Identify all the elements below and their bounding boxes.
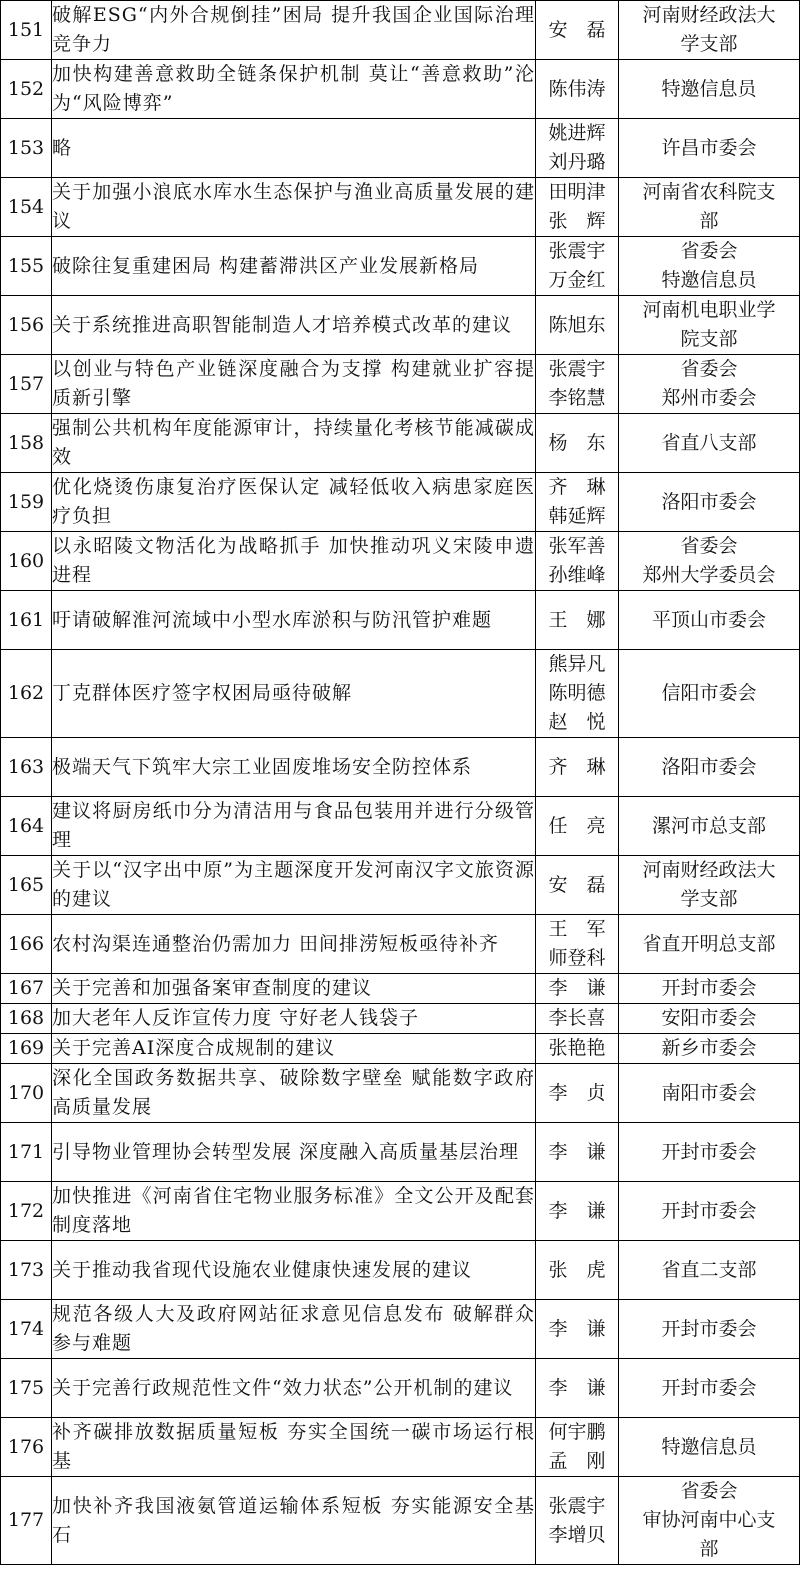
unit-line: 开封市委会: [661, 1140, 757, 1163]
proposal-title: 强制公共机构年度能源审计，持续量化考核节能减碳成效: [52, 414, 536, 473]
author-name: 李铭慧: [548, 387, 606, 409]
proposal-unit: [619, 355, 800, 414]
proposal-authors: [536, 591, 619, 650]
row-number: 171: [1, 1123, 52, 1182]
author-name: 李长喜: [548, 1007, 606, 1029]
proposal-unit: [619, 915, 800, 974]
proposal-unit: [619, 650, 800, 738]
author-name: 齐 琳: [548, 755, 606, 778]
proposal-authors: [536, 1300, 619, 1359]
unit-line: 特邀信息员: [661, 269, 757, 291]
author-name: 任 亮: [548, 814, 606, 837]
table-row: [1, 1004, 800, 1034]
author-name: 姚进辉: [548, 122, 606, 144]
table-row: [1, 1182, 800, 1241]
row-number: 166: [1, 915, 52, 974]
author-name: 安 磊: [548, 18, 606, 41]
author-name: 陈旭东: [548, 313, 606, 336]
proposal-authors: [536, 1064, 619, 1123]
author-name: 刘丹璐: [548, 151, 606, 173]
proposal-unit: [619, 414, 800, 473]
unit-line: 部: [699, 1538, 719, 1560]
author-name: 万金红: [548, 269, 606, 291]
proposal-authors: [536, 1182, 619, 1241]
author-name: 李 谦: [548, 1199, 606, 1222]
proposal-unit: [619, 1241, 800, 1300]
table-row: [1, 797, 800, 856]
unit-line: 开封市委会: [661, 1376, 757, 1399]
proposal-authors: [536, 237, 619, 296]
proposal-unit: [619, 1034, 800, 1064]
proposal-title: 农村沟渠连通整治仍需加力 田间排涝短板亟待补齐: [52, 915, 536, 974]
row-number: 160: [1, 532, 52, 591]
unit-line: 院支部: [680, 328, 738, 350]
table-row: [1, 915, 800, 974]
author-name: 张震宇: [548, 1494, 606, 1517]
row-number: 168: [1, 1004, 52, 1034]
table-row: [1, 650, 800, 738]
author-name: 田明津: [548, 181, 606, 203]
proposal-title: 规范各级人大及政府网站征求意见信息发布 破解群众参与难题: [52, 1300, 536, 1359]
proposal-unit: [619, 1359, 800, 1418]
row-number: 162: [1, 650, 52, 738]
proposal-authors: [536, 1123, 619, 1182]
row-number: 173: [1, 1241, 52, 1300]
author-name: 李 贞: [548, 1081, 606, 1104]
row-number: 170: [1, 1064, 52, 1123]
unit-line: 新乡市委会: [661, 1037, 757, 1059]
proposal-authors: [536, 1, 619, 60]
proposal-unit: [619, 738, 800, 797]
proposal-unit: [619, 974, 800, 1004]
author-name: 李 谦: [548, 1376, 606, 1399]
row-number: 158: [1, 414, 52, 473]
row-number: 151: [1, 1, 52, 60]
proposal-title: 吁请破解淮河流域中小型水库淤积与防汛管护难题: [52, 591, 536, 650]
table-row: [1, 1, 800, 60]
proposal-title: 补齐碳排放数据质量短板 夯实全国统一碳市场运行根基: [52, 1418, 536, 1477]
unit-line: 省委会: [680, 535, 738, 557]
proposal-unit: [619, 797, 800, 856]
table-row: [1, 473, 800, 532]
proposal-authors: [536, 1359, 619, 1418]
row-number: 153: [1, 119, 52, 178]
proposal-authors: [536, 650, 619, 738]
table-row: [1, 355, 800, 414]
proposal-table-body: [1, 1, 800, 1565]
unit-line: 特邀信息员: [661, 77, 757, 100]
proposal-authors: [536, 355, 619, 414]
author-name: 张艳艳: [548, 1037, 606, 1059]
proposal-authors: [536, 1418, 619, 1477]
unit-line: 信阳市委会: [661, 682, 757, 704]
proposal-authors: [536, 1477, 619, 1565]
proposal-unit: [619, 237, 800, 296]
proposal-title: 加快构建善意救助全链条保护机制 莫让“善意救助”沦为“风险博弈”: [52, 60, 536, 119]
table-row: [1, 1241, 800, 1300]
author-name: 李 谦: [548, 1317, 606, 1340]
unit-line: 省直二支部: [661, 1258, 757, 1281]
table-row: [1, 1123, 800, 1182]
unit-line: 学支部: [680, 888, 738, 910]
table-row: [1, 1064, 800, 1123]
row-number: 172: [1, 1182, 52, 1241]
unit-line: 省委会: [680, 1480, 738, 1502]
unit-line: 审协河南中心支: [642, 1509, 776, 1531]
proposal-title: 关于完善和加强备案审查制度的建议: [52, 974, 536, 1004]
table-row: [1, 414, 800, 473]
proposal-unit: [619, 1418, 800, 1477]
unit-line: 郑州大学委员会: [642, 564, 776, 586]
row-number: 157: [1, 355, 52, 414]
proposal-title: 加大老年人反诈宣传力度 守好老人钱袋子: [52, 1004, 536, 1034]
author-name: 张 辉: [548, 210, 606, 232]
proposal-authors: [536, 797, 619, 856]
unit-line: 洛阳市委会: [661, 490, 757, 513]
unit-line: 河南财经政法大: [642, 4, 776, 26]
row-number: 176: [1, 1418, 52, 1477]
author-name: 杨 东: [548, 431, 606, 454]
author-name: 孙维峰: [548, 564, 606, 586]
unit-line: 河南省农科院支: [642, 181, 776, 203]
proposal-authors: [536, 738, 619, 797]
proposal-title: 引导物业管理协会转型发展 深度融入高质量基层治理: [52, 1123, 536, 1182]
table-row: [1, 974, 800, 1004]
author-name: 韩延辉: [548, 505, 606, 527]
row-number: 154: [1, 178, 52, 237]
proposal-unit: [619, 296, 800, 355]
proposal-authors: [536, 60, 619, 119]
proposal-unit: [619, 1123, 800, 1182]
row-number: 174: [1, 1300, 52, 1359]
proposal-unit: [619, 473, 800, 532]
row-number: 169: [1, 1034, 52, 1064]
author-name: 张震宇: [548, 240, 606, 262]
proposal-title: 极端天气下筑牢大宗工业固废堆场安全防控体系: [52, 738, 536, 797]
row-number: 161: [1, 591, 52, 650]
proposal-authors: [536, 1241, 619, 1300]
proposal-title: 关于推动我省现代设施农业健康快速发展的建议: [52, 1241, 536, 1300]
table-row: [1, 532, 800, 591]
proposal-title: 加快推进《河南省住宅物业服务标准》全文公开及配套制度落地: [52, 1182, 536, 1241]
author-name: 熊异凡: [548, 653, 606, 675]
table-row: [1, 1300, 800, 1359]
proposal-authors: [536, 1004, 619, 1034]
unit-line: 开封市委会: [661, 977, 757, 999]
author-name: 师登科: [548, 947, 606, 969]
proposal-authors: [536, 974, 619, 1004]
table-row: [1, 1359, 800, 1418]
row-number: 167: [1, 974, 52, 1004]
unit-line: 省直开明总支部: [642, 932, 776, 955]
author-name: 安 磊: [548, 873, 606, 896]
proposal-authors: [536, 532, 619, 591]
proposal-title: 破解ESG“内外合规倒挂”困局 提升我国企业国际治理竞争力: [52, 1, 536, 60]
unit-line: 省直八支部: [661, 431, 757, 454]
proposal-unit: [619, 1300, 800, 1359]
author-name: 何宇鹏: [548, 1421, 606, 1443]
proposal-title: 以创业与特色产业链深度融合为支撑 构建就业扩容提质新引擎: [52, 355, 536, 414]
proposal-authors: [536, 119, 619, 178]
unit-line: 学支部: [680, 33, 738, 55]
unit-line: 河南财经政法大: [642, 859, 776, 881]
proposal-unit: [619, 60, 800, 119]
unit-line: 郑州市委会: [661, 387, 757, 409]
proposal-unit: [619, 532, 800, 591]
proposal-title: 优化烧烫伤康复治疗医保认定 减轻低收入病患家庭医疗负担: [52, 473, 536, 532]
proposal-unit: [619, 1064, 800, 1123]
author-name: 王 军: [548, 918, 606, 940]
proposal-authors: [536, 473, 619, 532]
author-name: 齐 琳: [548, 476, 606, 498]
table-row: [1, 1418, 800, 1477]
proposal-unit: [619, 1182, 800, 1241]
proposal-unit: [619, 119, 800, 178]
row-number: 156: [1, 296, 52, 355]
proposal-unit: [619, 856, 800, 915]
row-number: 165: [1, 856, 52, 915]
author-name: 李增贝: [548, 1523, 606, 1546]
proposal-unit: [619, 178, 800, 237]
row-number: 175: [1, 1359, 52, 1418]
proposal-title: 关于以“汉字出中原”为主题深度开发河南汉字文旅资源的建议: [52, 856, 536, 915]
row-number: 177: [1, 1477, 52, 1565]
proposal-authors: [536, 178, 619, 237]
unit-line: 许昌市委会: [661, 136, 757, 159]
unit-line: 开封市委会: [661, 1317, 757, 1340]
unit-line: 洛阳市委会: [661, 755, 757, 778]
table-row: [1, 856, 800, 915]
row-number: 159: [1, 473, 52, 532]
table-row: [1, 591, 800, 650]
author-name: 张震宇: [548, 358, 606, 380]
proposal-authors: [536, 414, 619, 473]
row-number: 163: [1, 738, 52, 797]
proposal-title: 关于加强小浪底水库水生态保护与渔业高质量发展的建议: [52, 178, 536, 237]
unit-line: 平顶山市委会: [651, 608, 766, 631]
author-name: 孟 刚: [548, 1450, 606, 1472]
unit-line: 部: [699, 210, 719, 232]
proposal-unit: [619, 1477, 800, 1565]
unit-line: 特邀信息员: [661, 1435, 757, 1458]
table-row: [1, 178, 800, 237]
author-name: 陈伟涛: [548, 77, 606, 100]
proposal-unit: [619, 1, 800, 60]
table-row: [1, 237, 800, 296]
proposal-title: 关于完善AI深度合成规制的建议: [52, 1034, 536, 1064]
author-name: 赵 悦: [548, 711, 606, 733]
unit-line: 南阳市委会: [661, 1081, 757, 1104]
proposal-title: 关于系统推进高职智能制造人才培养模式改革的建议: [52, 296, 536, 355]
table-row: [1, 296, 800, 355]
author-name: 张 虎: [548, 1258, 606, 1281]
unit-line: 漯河市总支部: [651, 814, 766, 837]
author-name: 王 娜: [548, 608, 606, 631]
author-name: 李 谦: [548, 977, 606, 999]
proposal-title: 关于完善行政规范性文件“效力状态”公开机制的建议: [52, 1359, 536, 1418]
proposal-title: 丁克群体医疗签字权困局亟待破解: [52, 650, 536, 738]
row-number: 155: [1, 237, 52, 296]
table-row: [1, 1034, 800, 1064]
proposal-title: 加快补齐我国液氨管道运输体系短板 夯实能源安全基石: [52, 1477, 536, 1565]
proposal-title: 以永昭陵文物活化为战略抓手 加快推动巩义宋陵申遗进程: [52, 532, 536, 591]
proposal-title: 破除往复重建困局 构建蓄滞洪区产业发展新格局: [52, 237, 536, 296]
proposal-authors: [536, 1034, 619, 1064]
unit-line: 省委会: [680, 240, 738, 262]
table-row: [1, 60, 800, 119]
proposal-unit: [619, 591, 800, 650]
unit-line: 开封市委会: [661, 1199, 757, 1222]
row-number: 164: [1, 797, 52, 856]
author-name: 李 谦: [548, 1140, 606, 1163]
unit-line: 河南机电职业学: [642, 299, 776, 321]
unit-line: 安阳市委会: [661, 1007, 757, 1029]
author-name: 张军善: [548, 535, 606, 557]
unit-line: 省委会: [680, 358, 738, 380]
proposal-authors: [536, 915, 619, 974]
proposal-title: 深化全国政务数据共享、破除数字壁垒 赋能数字政府高质量发展: [52, 1064, 536, 1123]
proposal-title: 略: [52, 119, 536, 178]
row-number: 152: [1, 60, 52, 119]
proposal-title: 建议将厨房纸巾分为清洁用与食品包装用并进行分级管理: [52, 797, 536, 856]
table-row: [1, 1477, 800, 1565]
proposal-authors: [536, 296, 619, 355]
proposal-unit: [619, 1004, 800, 1034]
table-row: [1, 738, 800, 797]
proposal-authors: [536, 856, 619, 915]
author-name: 陈明德: [548, 682, 606, 704]
table-row: [1, 119, 800, 178]
